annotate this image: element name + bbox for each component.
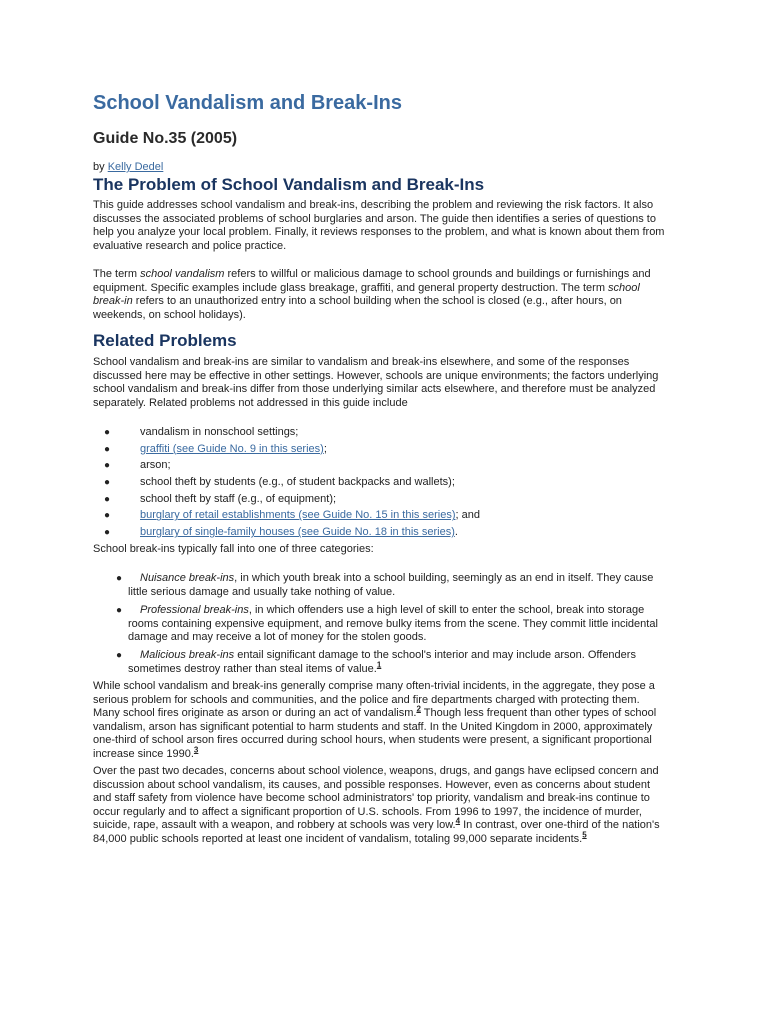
- bullet: ●: [116, 605, 123, 616]
- categories-intro: School break-ins typically fall into one of three categories:: [93, 543, 374, 555]
- footnote-2-link[interactable]: 2: [416, 704, 421, 714]
- list-item-suffix: .: [454, 526, 458, 539]
- graffiti-guide-link[interactable]: graffiti (see Guide No. 9 in this series): [140, 442, 324, 455]
- document-title: School Vandalism and Break-Ins: [93, 92, 402, 114]
- intro-paragraph: This guide addresses school vandalism and break-ins, describing the problem and reviewing the risk factors. It also discusses the associated problems of school burglaries and arson. The guide then identifies a series of questions to help you analyze your local problem. Finally, it reviews responses to the problem, and what is known about them from evaluative research and police practice.: [93, 199, 665, 252]
- list-item-suffix: ;: [323, 442, 327, 455]
- footnote-4-link[interactable]: 4: [455, 816, 461, 826]
- author-link[interactable]: Kelly Dedel: [107, 161, 164, 173]
- trends-paragraph: [93, 765, 668, 846]
- bullet: ●: [104, 477, 111, 489]
- trends-text-2: In contrast, over one-third of the nation's 84,000 public schools reported at least one incident of vandalism, totaling 99,000 separate incidents.: [93, 819, 660, 845]
- bullet: ●: [116, 573, 123, 584]
- list-item: [93, 493, 668, 510]
- footnote-3-link[interactable]: 3: [193, 744, 199, 754]
- aggregate-text-2: Though less frequent than other types of school vandalism, arson has significant potential to harm students and staff. In the United Kingdom in 2000, approximately one-third of school arson fires occurred during school hours, when students were present, a significant proportional increase since 1990.: [93, 707, 657, 760]
- house-burglary-guide-link[interactable]: burglary of single-family houses (see Guide No. 18 in this series): [140, 526, 455, 539]
- list-item: [93, 509, 668, 526]
- list-item: [93, 476, 668, 493]
- retail-burglary-guide-link[interactable]: burglary of retail establishments (see Guide No. 15 in this series): [140, 509, 456, 522]
- list-item-suffix: ; and: [455, 509, 480, 522]
- aggregate-paragraph: [93, 680, 668, 761]
- footnote-5-link[interactable]: 5: [582, 829, 587, 839]
- footnote-1-link[interactable]: 1: [376, 659, 382, 669]
- list-item: [93, 526, 668, 543]
- category-term-nuisance: Nuisance break-ins: [140, 572, 235, 584]
- bullet: ●: [104, 493, 111, 505]
- list-item: [93, 459, 668, 476]
- list-item: [93, 649, 668, 676]
- list-item-text: school theft by students (e.g., of student backpacks and wallets);: [140, 476, 455, 489]
- problem-heading: The Problem of School Vandalism and Break-Ins: [93, 175, 485, 194]
- list-item-text: arson;: [140, 459, 171, 472]
- definition-term-school-break-in: school break-in: [93, 281, 640, 307]
- definition-term-school-vandalism: school vandalism: [140, 268, 225, 280]
- bullet: ●: [104, 427, 111, 438]
- related-intro-paragraph: School vandalism and break-ins are similar to vandalism and break-ins elsewhere, and some of the responses discussed here may be effective in other settings. However, schools are unique environments; the factors underlying school vandalism and break-ins differ from those underlying similar acts elsewhere, and therefore must be analyzed separately. Related problems not addressed in this guide include: [93, 356, 659, 409]
- category-text-professional: , in which offenders use a high level of skill to enter the school, break into storage rooms containing expensive equipment, and remove bulky items from the scene. They commit little incidental damage and may receive a lot of money for the stolen goods.: [128, 604, 658, 643]
- bullet: ●: [104, 460, 111, 472]
- category-term-professional: Professional break-ins: [140, 604, 249, 616]
- guide-number: Guide No.35 (2005): [93, 130, 238, 147]
- list-item-text: school theft by staff (e.g., of equipment);: [140, 492, 337, 505]
- aggregate-text-1: While school vandalism and break-ins generally comprise many often-trivial incidents, in the aggregate, they pose a serious problem for schools and communities, and the police and fire departments charged with protecting them. Many school fires originate as arson or during an act of vandalism.: [93, 680, 655, 719]
- definition-text-1: The term: [93, 268, 141, 280]
- definition-text-2: refers to willful or malicious damage to school grounds and buildings or furnishings and equipment. Specific examples include glass breakage, graffiti, and general property destruction. The term: [93, 268, 651, 294]
- category-text-malicious: entail significant damage to the school's interior and may include arson. Offenders sometimes destroy rather than steal items of value.: [128, 649, 636, 675]
- bullet: ●: [104, 527, 111, 539]
- definition-text-3: refers to an unauthorized entry into a school building when the school is closed (e.g., after hours, on weekends, on school holidays).: [93, 295, 622, 321]
- bullet: ●: [104, 443, 111, 455]
- list-item: [93, 572, 668, 604]
- list-item: [93, 426, 668, 443]
- bullet: ●: [116, 650, 123, 661]
- break-in-categories-list: [93, 572, 668, 676]
- category-text-nuisance: , in which youth break into a school building, seemingly as an end in itself. They cause little serious damage and usually take nothing of value.: [128, 572, 654, 598]
- list-item: [93, 604, 668, 649]
- byline-prefix: by: [93, 161, 108, 173]
- bullet: ●: [104, 510, 111, 522]
- list-item: [93, 443, 668, 460]
- byline: [93, 161, 163, 173]
- list-item-text: vandalism in nonschool settings;: [140, 426, 299, 438]
- definition-paragraph: [93, 268, 668, 322]
- category-term-malicious: Malicious break-ins: [140, 649, 235, 661]
- related-problems-list: [93, 426, 668, 543]
- trends-text-1: Over the past two decades, concerns about school violence, weapons, drugs, and gangs have eclipsed concern and discussion about school vandalism, its causes, and possible responses. However, even as concerns about student and staff safety from violence have become school administrators' top priority, vandalism and break-ins continue to occur regularly and to affect a significant proportion of U.S. schools. From 1996 to 1997, the incidence of murder, suicide, rape, assault with a weapon, and robbery at schools was very low.: [93, 765, 659, 831]
- related-problems-heading: Related Problems: [93, 331, 237, 350]
